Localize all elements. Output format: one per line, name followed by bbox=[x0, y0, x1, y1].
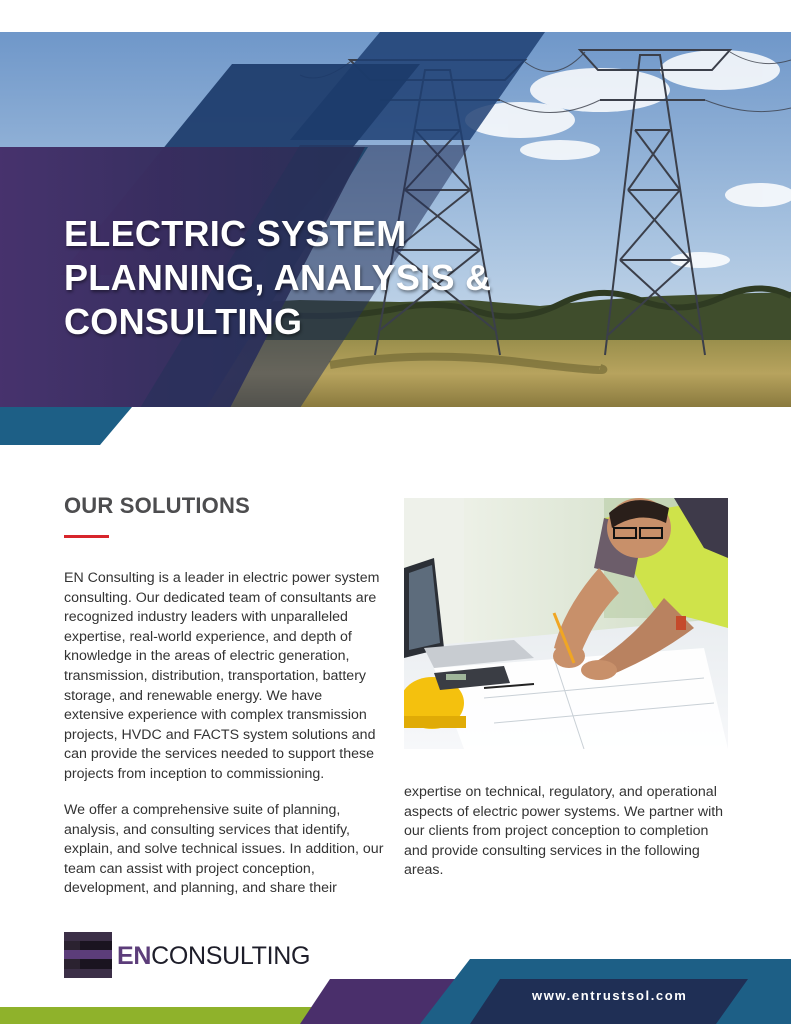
logo-consulting: CONSULTING bbox=[151, 942, 311, 970]
hero-title-line-1: ELECTRIC SYSTEM bbox=[64, 213, 407, 254]
website-url[interactable]: www.entrustsol.com bbox=[532, 988, 688, 1003]
solutions-paragraph-1: EN Consulting is a leader in electric power system consulting. Our dedicated team of consultants are recognized industry leaders with unparalleled expertise, real-world experience, and depth of knowledge in the areas of electric generation, transmission, distribution, transportation, battery storage, and renewable energy. We have extensive experience with complex transmission projects, HVDC and FACTS system solutions and can provide the services needed to support these projects from inception to commissioning. bbox=[64, 570, 380, 782]
logo-en: EN bbox=[117, 942, 152, 970]
hero-banner bbox=[0, 0, 791, 445]
hero-title-line-3: CONSULTING bbox=[64, 301, 303, 342]
hero-title bbox=[64, 212, 534, 344]
solutions-paragraph-3: expertise on technical, regulatory, and operational aspects of electric power systems. We partner with our clients from project conception to completion and provide consulting services in the following areas. bbox=[404, 784, 724, 879]
hero-title-line-2: PLANNING, ANALYSIS & bbox=[64, 257, 492, 298]
solutions-paragraph-2: We offer a comprehensive suite of planning, analysis, and consulting services that identify, explain, and solve technical issues. In addition, our team can assist with project conception, development, and planning, and share their bbox=[64, 802, 384, 897]
section-heading: OUR SOLUTIONS bbox=[64, 493, 250, 518]
engineer-photo bbox=[404, 498, 728, 749]
heading-accent-rule bbox=[64, 535, 109, 538]
